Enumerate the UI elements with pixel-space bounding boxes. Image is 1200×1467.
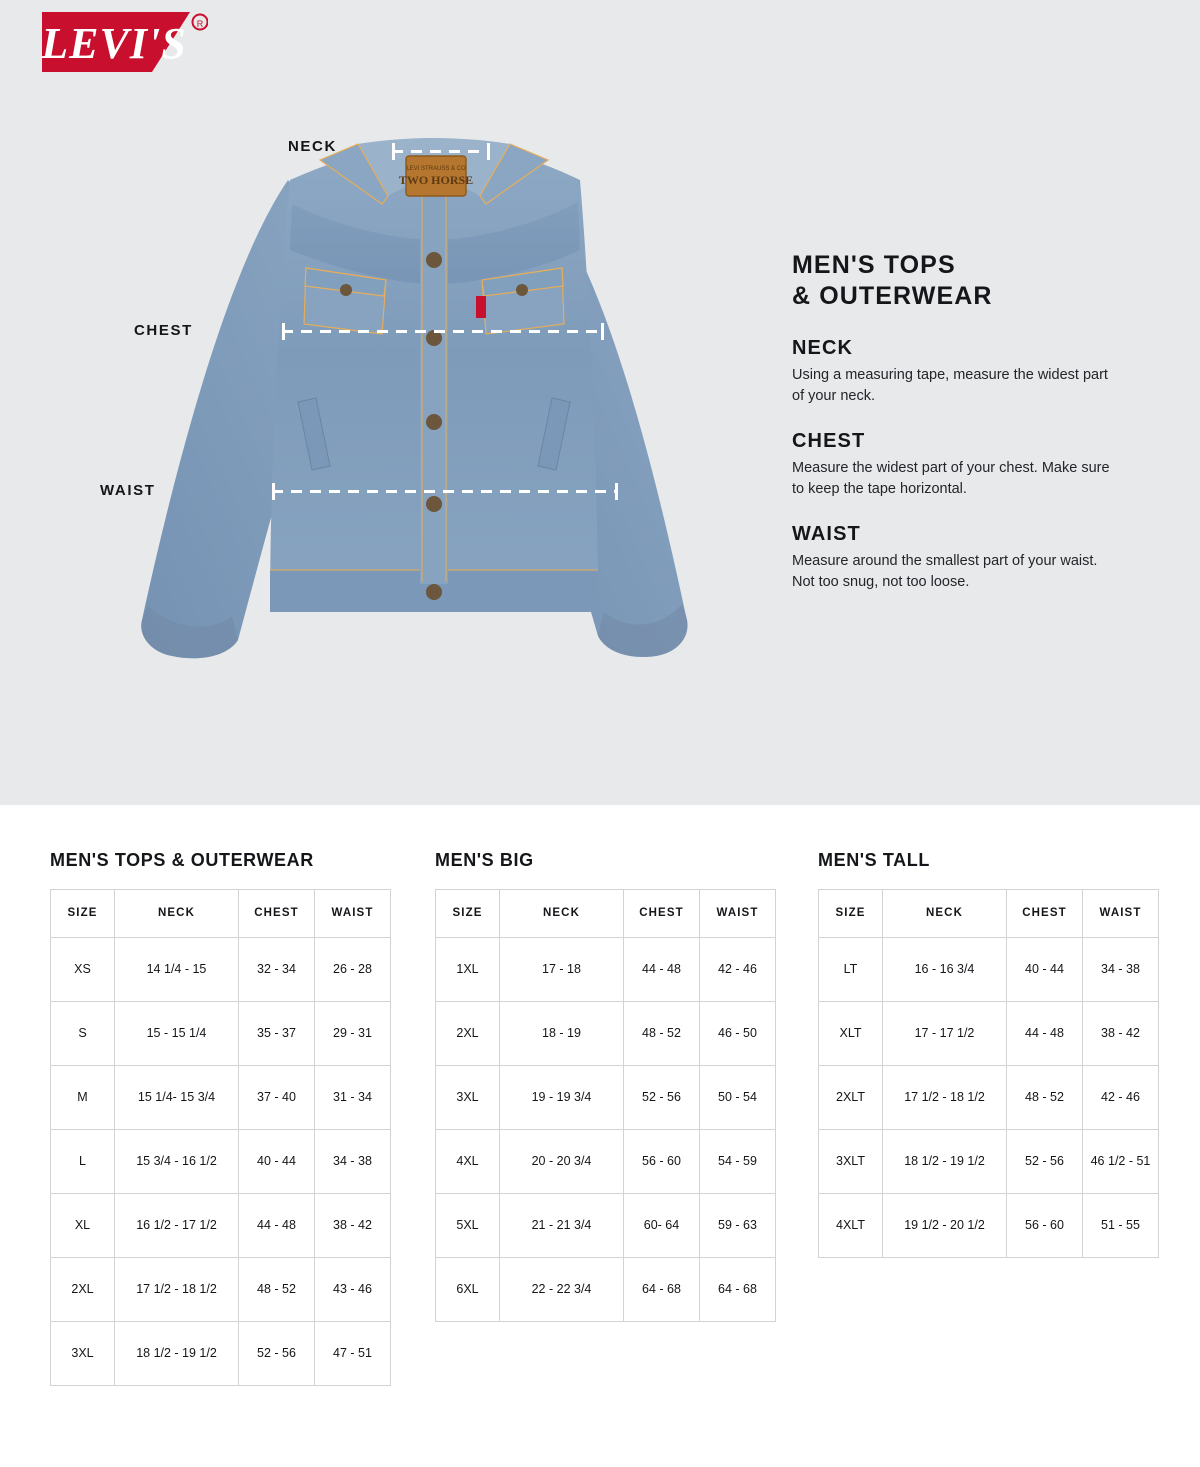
cell-chest: 52 - 56 (239, 1322, 315, 1386)
hero-label-chest: CHEST (134, 322, 193, 339)
instructions-panel (792, 250, 1122, 592)
cell-neck: 17 - 18 (500, 938, 624, 1002)
hero-label-neck: NECK (288, 138, 337, 155)
cell-neck: 15 - 15 1/4 (115, 1002, 239, 1066)
size-tables-section (0, 805, 1200, 1467)
cell-chest: 44 - 48 (1007, 1002, 1083, 1066)
measure-line-waist (272, 490, 618, 493)
table-header-row (819, 890, 1159, 938)
cell-chest: 35 - 37 (239, 1002, 315, 1066)
cell-chest: 40 - 44 (239, 1130, 315, 1194)
table-row (436, 1002, 776, 1066)
table-row (436, 1066, 776, 1130)
cell-waist: 54 - 59 (700, 1130, 776, 1194)
instructions-heading-neck: NECK (792, 337, 854, 359)
cell-chest: 64 - 68 (624, 1258, 700, 1322)
table-row (51, 1066, 391, 1130)
table-block-mens-tall (818, 850, 1151, 1258)
column-header-chest: CHEST (624, 890, 700, 938)
instructions-body-waist: Measure around the smallest part of your waist. Not too snug, not too loose. (792, 553, 1098, 590)
cell-neck: 22 - 22 3/4 (500, 1258, 624, 1322)
table-header-row (51, 890, 391, 938)
measure-cap-chest-right (601, 323, 604, 340)
cell-chest: 56 - 60 (624, 1130, 700, 1194)
cell-waist: 43 - 46 (315, 1258, 391, 1322)
cell-neck: 21 - 21 3/4 (500, 1194, 624, 1258)
table-row (819, 1130, 1159, 1194)
cell-neck: 16 - 16 3/4 (883, 938, 1007, 1002)
instructions-title (792, 250, 1122, 311)
cell-waist: 31 - 34 (315, 1066, 391, 1130)
cell-neck: 20 - 20 3/4 (500, 1130, 624, 1194)
cell-neck: 19 - 19 3/4 (500, 1066, 624, 1130)
size-table-mens-tops-outerwear (50, 889, 391, 1386)
cell-size: 4XLT (819, 1194, 883, 1258)
table-row (436, 1194, 776, 1258)
table-row (436, 1130, 776, 1194)
cell-size: 3XLT (819, 1130, 883, 1194)
cell-waist: 50 - 54 (700, 1066, 776, 1130)
svg-text:TWO HORSE: TWO HORSE (398, 173, 474, 187)
svg-text:R: R (196, 19, 204, 29)
cell-waist: 42 - 46 (1083, 1066, 1159, 1130)
column-header-neck: NECK (500, 890, 624, 938)
column-header-chest: CHEST (239, 890, 315, 938)
jacket-illustration (120, 100, 760, 700)
cell-neck: 18 1/2 - 19 1/2 (115, 1322, 239, 1386)
column-header-size: SIZE (819, 890, 883, 938)
svg-text:LEVI STRAUSS & CO: LEVI STRAUSS & CO (406, 166, 466, 172)
table-title: MEN'S TALL (818, 850, 930, 870)
column-header-waist: WAIST (315, 890, 391, 938)
table-row (436, 1258, 776, 1322)
measure-cap-waist-right (615, 483, 618, 500)
column-header-waist: WAIST (700, 890, 776, 938)
measure-cap-chest-left (282, 323, 285, 340)
measure-line-chest (282, 330, 604, 333)
cell-size: 2XLT (819, 1066, 883, 1130)
cell-chest: 44 - 48 (239, 1194, 315, 1258)
cell-size: 4XL (436, 1130, 500, 1194)
cell-chest: 52 - 56 (1007, 1130, 1083, 1194)
cell-waist: 42 - 46 (700, 938, 776, 1002)
size-table-mens-tall (818, 889, 1159, 1258)
cell-size: 3XL (51, 1322, 115, 1386)
table-row (819, 938, 1159, 1002)
cell-size: L (51, 1130, 115, 1194)
measure-cap-neck-right (487, 143, 490, 160)
cell-chest: 52 - 56 (624, 1066, 700, 1130)
cell-waist: 46 - 50 (700, 1002, 776, 1066)
cell-size: XL (51, 1194, 115, 1258)
cell-size: XS (51, 938, 115, 1002)
instructions-title-line2: & OUTERWEAR (792, 281, 993, 310)
table-row (819, 1194, 1159, 1258)
table-row (819, 1066, 1159, 1130)
cell-chest: 48 - 52 (624, 1002, 700, 1066)
cell-neck: 17 - 17 1/2 (883, 1002, 1007, 1066)
cell-chest: 48 - 52 (239, 1258, 315, 1322)
table-header-row (436, 890, 776, 938)
cell-neck: 18 1/2 - 19 1/2 (883, 1130, 1007, 1194)
levis-logo[interactable] (40, 10, 208, 88)
cell-chest: 37 - 40 (239, 1066, 315, 1130)
cell-waist: 29 - 31 (315, 1002, 391, 1066)
cell-neck: 14 1/4 - 15 (115, 938, 239, 1002)
table-block-mens-big (435, 850, 765, 1322)
column-header-neck: NECK (115, 890, 239, 938)
hero-label-waist: WAIST (100, 482, 156, 499)
column-header-chest: CHEST (1007, 890, 1083, 938)
cell-chest: 48 - 52 (1007, 1066, 1083, 1130)
cell-neck: 18 - 19 (500, 1002, 624, 1066)
cell-waist: 47 - 51 (315, 1322, 391, 1386)
table-row (51, 1002, 391, 1066)
column-header-size: SIZE (436, 890, 500, 938)
svg-text:LEVI'S: LEVI'S (41, 19, 187, 68)
cell-size: 1XL (436, 938, 500, 1002)
table-row (51, 1130, 391, 1194)
table-row (436, 938, 776, 1002)
cell-size: S (51, 1002, 115, 1066)
column-header-neck: NECK (883, 890, 1007, 938)
cell-neck: 15 1/4- 15 3/4 (115, 1066, 239, 1130)
size-table-mens-big (435, 889, 776, 1322)
instructions-title-line1: MEN'S TOPS (792, 251, 956, 279)
cell-waist: 34 - 38 (1083, 938, 1159, 1002)
cell-waist: 46 1/2 - 51 (1083, 1130, 1159, 1194)
instructions-body-neck: Using a measuring tape, measure the widest part of your neck. (792, 367, 1108, 404)
measure-line-neck (392, 150, 490, 153)
table-row (51, 1194, 391, 1258)
cell-neck: 15 3/4 - 16 1/2 (115, 1130, 239, 1194)
table-title: MEN'S TOPS & OUTERWEAR (50, 850, 314, 870)
cell-size: 6XL (436, 1258, 500, 1322)
cell-waist: 59 - 63 (700, 1194, 776, 1258)
cell-waist: 51 - 55 (1083, 1194, 1159, 1258)
cell-waist: 38 - 42 (1083, 1002, 1159, 1066)
cell-chest: 32 - 34 (239, 938, 315, 1002)
column-header-size: SIZE (51, 890, 115, 938)
cell-waist: 38 - 42 (315, 1194, 391, 1258)
cell-waist: 64 - 68 (700, 1258, 776, 1322)
cell-size: 5XL (436, 1194, 500, 1258)
cell-size: M (51, 1066, 115, 1130)
table-block-mens-tops-outerwear (50, 850, 380, 1386)
cell-size: 2XL (51, 1258, 115, 1322)
cell-size: XLT (819, 1002, 883, 1066)
column-header-waist: WAIST (1083, 890, 1159, 938)
measure-cap-waist-left (272, 483, 275, 500)
cell-neck: 19 1/2 - 20 1/2 (883, 1194, 1007, 1258)
instructions-body-chest: Measure the widest part of your chest. Make sure to keep the tape horizontal. (792, 460, 1110, 497)
table-row (51, 1322, 391, 1386)
table-title: MEN'S BIG (435, 850, 534, 870)
instructions-heading-chest: CHEST (792, 430, 866, 453)
cell-neck: 17 1/2 - 18 1/2 (115, 1258, 239, 1322)
cell-chest: 56 - 60 (1007, 1194, 1083, 1258)
table-row (51, 938, 391, 1002)
cell-neck: 16 1/2 - 17 1/2 (115, 1194, 239, 1258)
instructions-heading-waist: WAIST (792, 523, 861, 546)
cell-size: LT (819, 938, 883, 1002)
table-row (51, 1258, 391, 1322)
cell-waist: 26 - 28 (315, 938, 391, 1002)
cell-size: 3XL (436, 1066, 500, 1130)
cell-neck: 17 1/2 - 18 1/2 (883, 1066, 1007, 1130)
measure-cap-neck-left (392, 143, 395, 160)
table-row (819, 1002, 1159, 1066)
cell-chest: 44 - 48 (624, 938, 700, 1002)
cell-size: 2XL (436, 1002, 500, 1066)
cell-waist: 34 - 38 (315, 1130, 391, 1194)
cell-chest: 60- 64 (624, 1194, 700, 1258)
cell-chest: 40 - 44 (1007, 938, 1083, 1002)
